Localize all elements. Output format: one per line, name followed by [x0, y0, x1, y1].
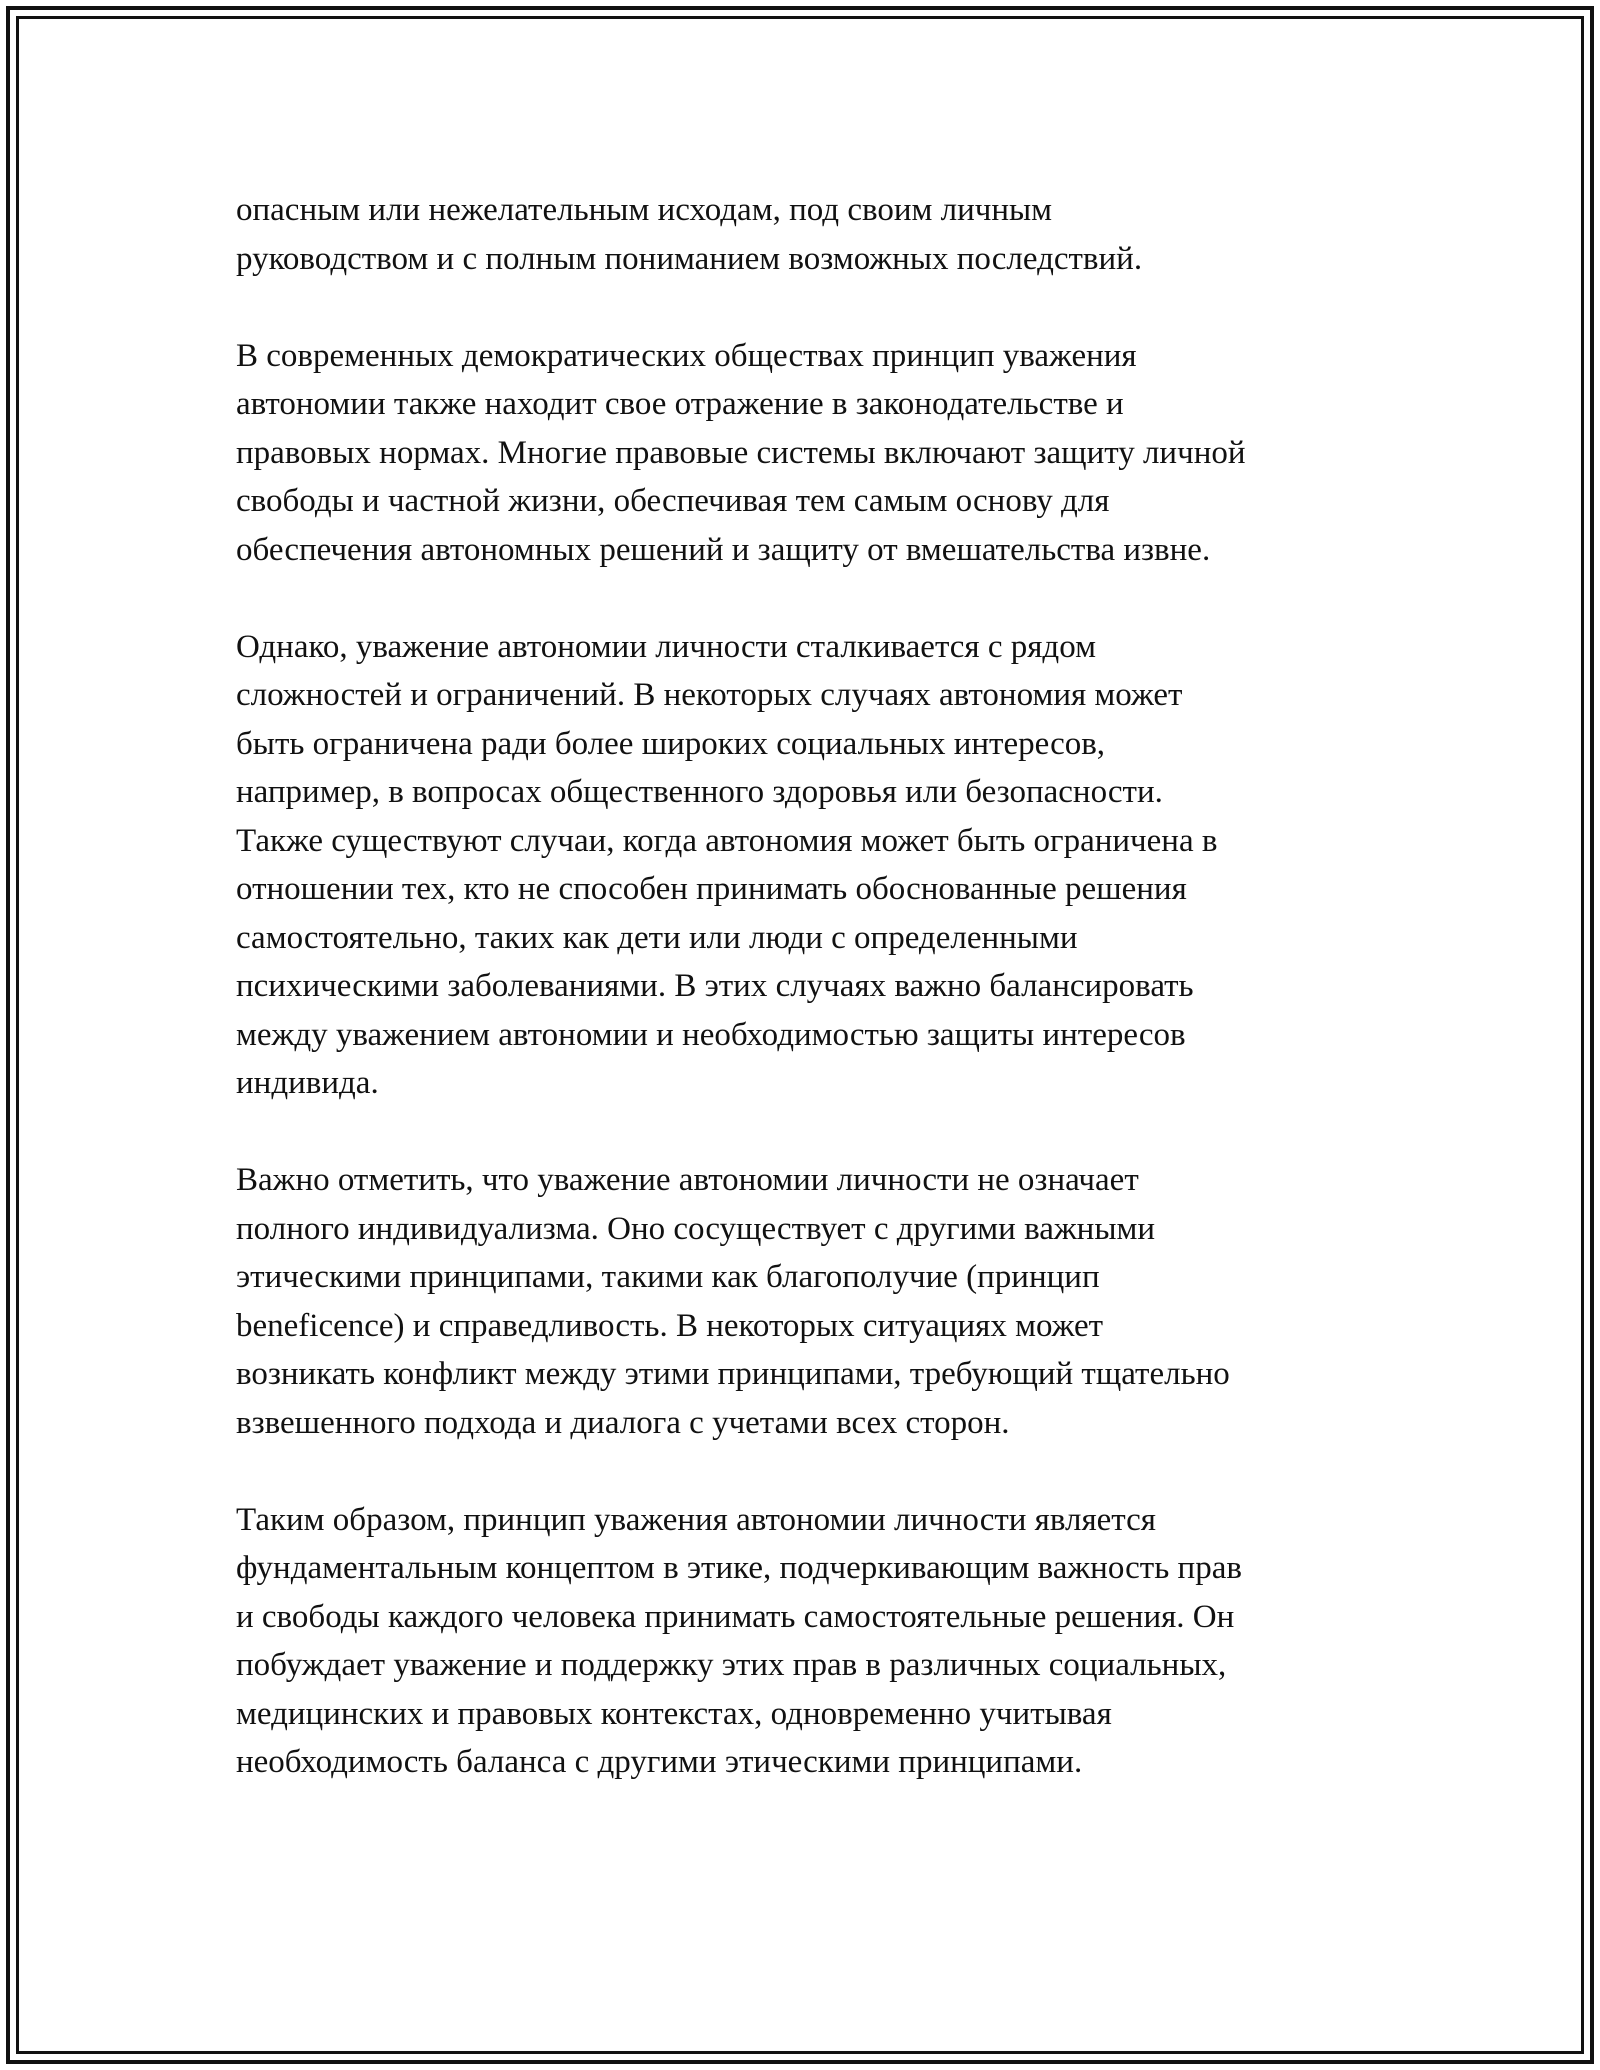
paragraph-2: [236, 332, 1386, 575]
text-line: побуждает уважение и поддержку этих прав в различных социальных,: [236, 1647, 1227, 1683]
document-body: [236, 186, 1386, 1835]
text-line: быть ограничена ради более широких социальных интересов,: [236, 725, 1106, 762]
text-line: опасным или нежелательным исходам, под своим личным: [236, 192, 1053, 228]
text-line: и свободы каждого человека принимать самостоятельные решения. Он: [236, 1598, 1235, 1635]
text-line: Однако, уважение автономии личности сталкивается с рядом: [236, 628, 1096, 665]
text-line: Важно отметить, что уважение автономии личности не означает: [236, 1162, 1139, 1198]
text-line: Таким образом, принцип уважения автономии личности является: [236, 1501, 1156, 1538]
text-line: правовых нормах. Многие правовые системы включают защиту личной: [236, 434, 1246, 471]
text-line: сложностей и ограничений. В некоторых случаях автономия может: [236, 677, 1183, 713]
text-line: психическими заболеваниями. В этих случаях важно балансировать: [236, 968, 1194, 1004]
text-line: индивида.: [236, 1065, 379, 1101]
text-line: этическими принципами, такими как благополучие (принцип: [236, 1259, 1100, 1295]
text-line: между уважением автономии и необходимостью защиты интересов: [236, 1016, 1186, 1053]
text-line: автономии также находит свое отражение в законодательстве и: [236, 386, 1124, 422]
paragraph-4: [236, 1156, 1386, 1447]
text-line: взвешенного подхода и диалога с учетами всех сторон.: [236, 1404, 1010, 1441]
text-line: Также существуют случаи, когда автономия может быть ограничена в: [236, 822, 1218, 859]
paragraph-5: [236, 1496, 1386, 1787]
text-line: руководством и с полным пониманием возможных последствий.: [236, 240, 1143, 277]
text-line: например, в вопросах общественного здоровья или безопасности.: [236, 774, 1163, 810]
text-line: обеспечения автономных решений и защиту от вмешательства извне.: [236, 531, 1211, 568]
text-line: В современных демократических обществах принцип уважения: [236, 337, 1137, 374]
text-line: свободы и частной жизни, обеспечивая тем самым основу для: [236, 483, 1110, 519]
text-line: медицинских и правовых контекстах, одновременно учитывая: [236, 1695, 1112, 1732]
text-line: необходимость баланса с другими этическими принципами.: [236, 1744, 1083, 1780]
text-line: beneficence) и справедливость. В некоторых ситуациях может: [236, 1307, 1104, 1344]
text-line: отношении тех, кто не способен принимать обоснованные решения: [236, 871, 1187, 907]
text-line: возникать конфликт между этими принципами, требующий тщательно: [236, 1356, 1230, 1392]
paragraph-1: [236, 186, 1386, 283]
text-line: фундаментальным концептом в этике, подчеркивающим важность прав: [236, 1550, 1242, 1586]
paragraph-3: [236, 623, 1386, 1108]
text-line: самостоятельно, таких как дети или люди с определенными: [236, 919, 1078, 956]
text-line: полного индивидуализма. Оно сосуществует с другими важными: [236, 1210, 1156, 1247]
